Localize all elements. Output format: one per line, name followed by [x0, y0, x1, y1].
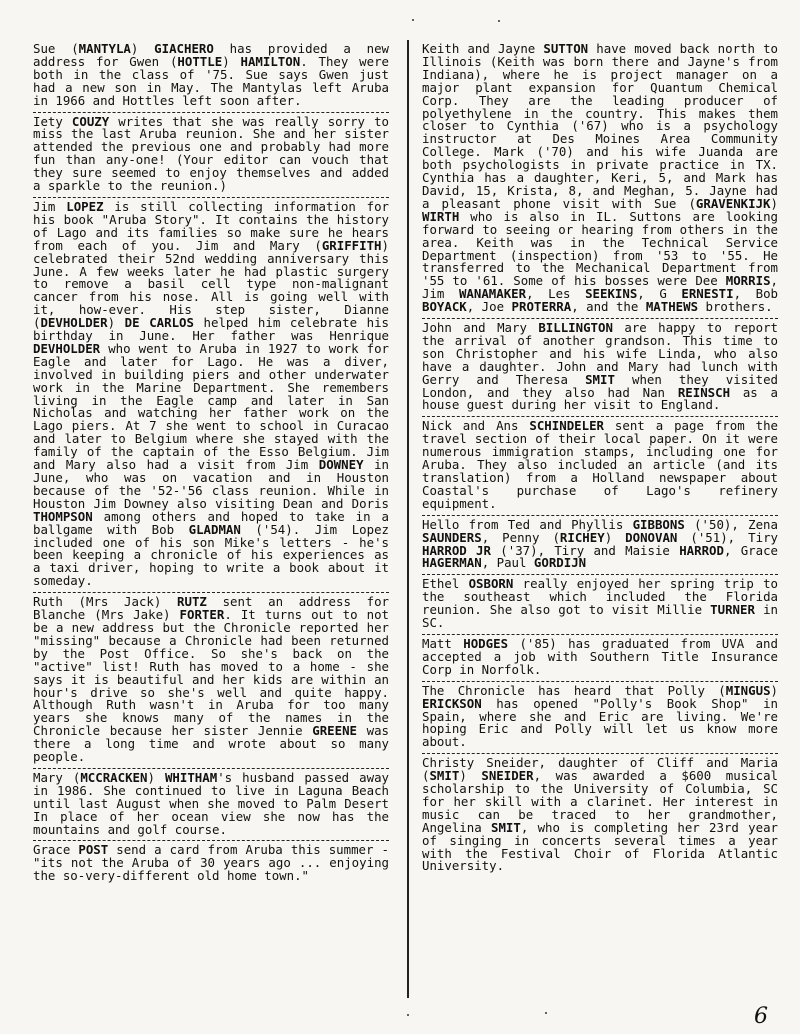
news-item — [422, 754, 778, 877]
news-item-text: The Chronicle has heard that Polly (MINGUS) ERICKSON has opened "Polly's Book Shop" in Spain, where she and Eric are living. We're hoping Eric and Polly will let us know more about. — [422, 682, 778, 750]
news-item-text: Sue (MANTYLA) GIACHERO has provided a new address for Gwen (HOTTLE) HAMILTON. They were both in the class of '75. Sue says Gwen just had a new son in May. The Mantylas left Aruba in 1966 and Hottles left soon after. — [33, 41, 390, 108]
news-item-text: Christy Sneider, daughter of Cliff and Maria (SMIT) SNEIDER, was awarded a $600 musical scholarship to the University of Columbia, SC for her skill with a clarinet. Her interest in music can be traced to her grandmother, Angelina SMIT, who is completing her 23rd year of singing in concerts several times a year with the Festival Choir of Florida Atlantic University. — [422, 755, 779, 874]
news-item — [33, 40, 389, 113]
paper-speck — [498, 20, 500, 22]
paper-speck — [407, 1014, 409, 1016]
column-divider — [407, 40, 409, 998]
news-item — [33, 198, 389, 593]
news-item — [422, 319, 778, 417]
left-column — [33, 40, 389, 887]
news-item — [33, 841, 389, 887]
right-column — [422, 40, 778, 877]
page-number: 6 — [754, 1004, 768, 1029]
news-item — [422, 417, 778, 515]
news-item — [422, 682, 778, 755]
news-item-text: Ruth (Mrs Jack) RUTZ sent an address for Blanche (Mrs Jake) FORTER. It turns out to not be a new address but the Chronicle reported her "missing" because a Chronicle had been returned by the Post Office. So she's back on the "active" list! Ruth has moved to a home - she says it is beautiful and her kids are within an hour's drive so she's well and quite happy. Although Ruth wasn't in Aruba for too many years she knows many of the names in the Chronicle because her sister Jennie GREENE was there a long time and wrote about so many people. — [33, 594, 389, 765]
news-item — [422, 40, 778, 319]
news-item-text: Jim LOPEZ is still collecting information for his book "Aruba Story". It contains the history of Lago and its families so make sure he hears from each of you. Jim and Mary (GRIFFITH) celebrated their 52nd wedding anniversary this June. A few weeks later he had plastic surgery to remove a basil cell type non-malignant cancer from his nose. All is going well with it, how-ever. His step sister, Dianne (DEVHOLDER) DE CARLOS helped him celebrate his birthday in June. Her father was Henrique DEVHOLDER who went to Aruba in 1927 to work for Eagle and later for Lago. He was a diver, involved in building piers and other underwater work in the Marine Department. She remembers living in the Eagle camp and later in San Nicholas and watching her father work on the Lago piers. At 7 she went to school in Curacao and later to Belgium where she stayed with the family of the captain of the Esso Belgium. Jim and Mary also had a visit from Jim DOWNEY in June, who was on vacation and in Houston because of the '52-'56 class reunion. While in Houston Jim Downey also visiting Dean and Doris THOMPSON among others and hoped to take in a ballgame with Bob GLADMAN ('54). Jim Lopez included one of his son Mike's letters - he's been keeping a chronicle of his experiences as a taxi driver, hoping to write a book about it someday. — [33, 198, 390, 589]
paper-speck — [412, 19, 414, 21]
news-item-text: Matt HODGES ('85) has graduated from UVA and accepted a job with Southern Title Insurance Corp in Norfolk. — [422, 635, 778, 677]
news-item-text: Keith and Jayne SUTTON have moved back north to Illinois (Keith was born there and Jayne's from Indiana), where he is project manager on a major plant expansion for Quantum Chemical Corp. They are the leading producer of polyethylene in the country. This makes them closer to Cynthia ('67) who is a psychology instructor at Des Moines Area Community College. Mark ('70) and his wife Juanda are both psychologists in private practice in TX. Cynthia has a daughter, Keri, 5, and Mark has David, 15, Krista, 8, and Meghan, 5. Jayne had a pleasant phone visit with Sue (GRAVENKIJK) WIRTH who is also in IL. Suttons are looking forward to seeing or hearing from others in the area. Keith was in the Technical Service Department (inspection) from '53 to '55. He transferred to the Mechanical Department from '55 to '61. Some of his bosses were Dee MORRIS, Jim WANAMAKER, Les SEEKINS, G ERNESTI, Bob BOYACK, Joe PROTERRA, and the MATHEWS brothers. — [422, 41, 778, 315]
news-item — [33, 593, 389, 769]
news-item-text: Iety COUZY writes that she was really sorry to miss the last Aruba reunion. She and her sister attended the previous one and probably had more fun than any-one! (Your editor can vouch that they sure seemed to enjoy themselves and added a sparkle to the reunion.) — [33, 113, 389, 194]
news-item — [422, 516, 778, 576]
paper-speck — [545, 1012, 547, 1014]
news-item — [422, 575, 778, 635]
news-item-text: Nick and Ans SCHINDELER sent a page from the travel section of their local paper. On it were numerous immigration stamps, including one for Aruba. They also included an article (and its translation) from a Holland newspaper about Coastal's purchase of Lago's refinery equipment. — [422, 418, 778, 511]
news-item — [33, 113, 389, 198]
news-item-text: Ethel OSBORN really enjoyed her spring trip to the southeast which included the Florida reunion. She also got to visit Millie TURNER in SC. — [422, 576, 778, 631]
news-item — [422, 635, 778, 682]
news-item-text: Hello from Ted and Phyllis GIBBONS ('50), Zena SAUNDERS, Penny (RICHEY) DONOVAN ('51), Tiry HARROD JR ('37), Tiry and Maisie HARROD, Grace HAGERMAN, Paul GORDIJN — [422, 516, 779, 571]
news-item — [33, 769, 389, 842]
news-item-text: John and Mary BILLINGTON are happy to report the arrival of another grandson. This time to son Christopher and his wife Linda, who also have a daughter. John and Mary had lunch with Gerry and Theresa SMIT when they visited London, and they also had Nan REINSCH as a house guest during her visit to England. — [422, 320, 779, 413]
news-item-text: Grace POST send a card from Aruba this summer -"its not the Aruba of 30 years ago ... enjoying the so-very-different old home town." — [33, 842, 389, 884]
news-item-text: Mary (MCCRACKEN) WHITHAM's husband passed away in 1986. She continued to live in Laguna Beach until last August when she moved to Palm Desert In place of her ocean view she now has the mountains and golf course. — [33, 769, 389, 837]
